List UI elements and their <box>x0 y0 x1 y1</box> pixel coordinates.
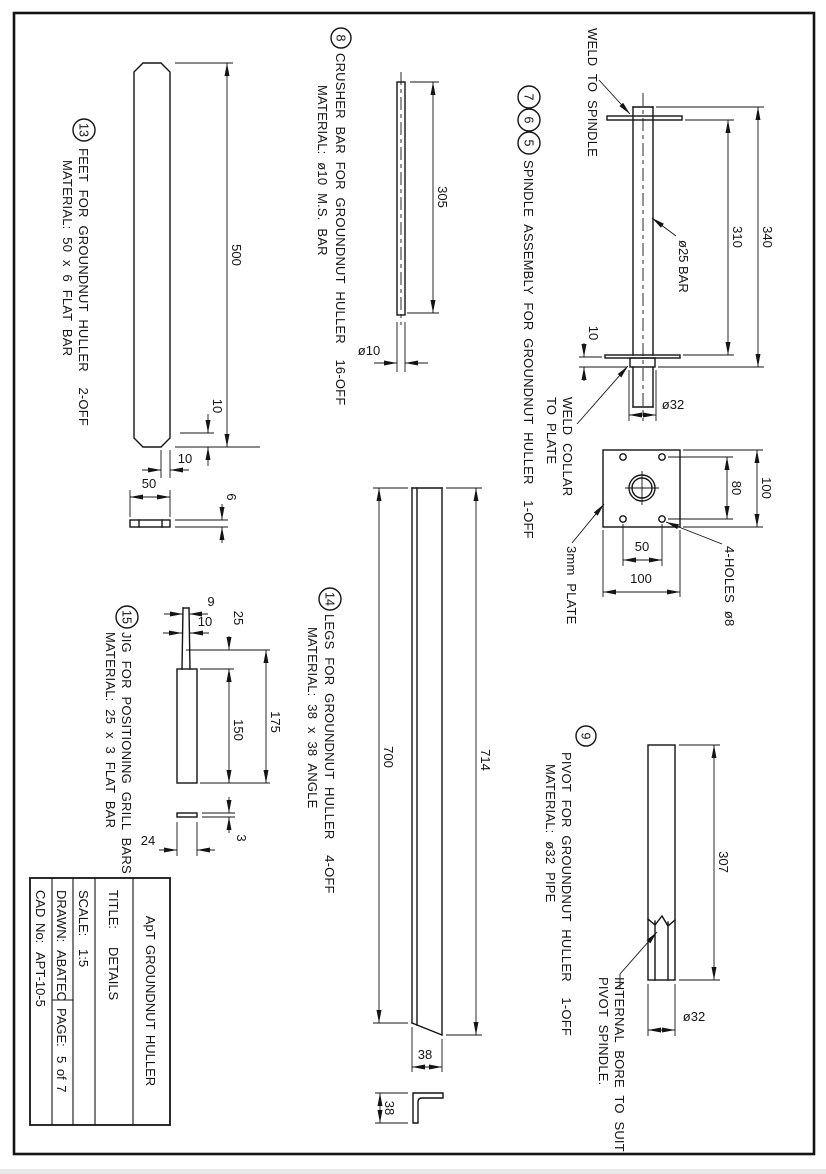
spindle-flange-left <box>607 116 682 120</box>
company-name: ApT GROUNDNUT HULLER <box>143 915 158 1087</box>
svg-text:ø32: ø32 <box>682 1009 706 1024</box>
note-weld-collar-2: TO PLATE <box>544 397 559 465</box>
dim-10-tip <box>163 614 212 633</box>
jig-section <box>177 813 197 817</box>
balloon-14-number: 14 <box>322 592 337 606</box>
dim-305 <box>407 82 450 313</box>
svg-text:500: 500 <box>229 244 244 266</box>
svg-text:305: 305 <box>435 186 450 208</box>
dim-714 <box>446 488 493 1035</box>
svg-text:38: 38 <box>382 1100 397 1116</box>
dim-340 <box>656 107 775 367</box>
part-base-plate <box>564 450 774 626</box>
label-bar: ø25 BAR <box>676 240 691 293</box>
legs-mitre-cut <box>412 1023 442 1035</box>
svg-text:24: 24 <box>140 833 156 848</box>
svg-text:307: 307 <box>716 851 731 873</box>
svg-text:80: 80 <box>729 480 744 496</box>
part-material: MATERIAL: ø32 PIPE <box>543 764 558 903</box>
svg-text:10: 10 <box>586 325 601 341</box>
svg-text:10: 10 <box>210 398 225 414</box>
svg-text:3: 3 <box>234 834 249 842</box>
title-block <box>30 878 170 1125</box>
svg-text:50: 50 <box>634 539 650 554</box>
drawn-value: ABATEC <box>54 950 69 1002</box>
note-holes: 4-HOLES ø8 <box>722 546 737 627</box>
dim-25 <box>229 611 246 683</box>
dim-50 <box>130 476 170 517</box>
svg-text:50: 50 <box>141 476 157 491</box>
balloon-7-number: 7 <box>521 93 536 101</box>
balloon-8-number: 8 <box>333 34 348 42</box>
dim-3 <box>202 797 249 842</box>
svg-text:150: 150 <box>231 719 246 741</box>
pivot-pipe <box>648 745 675 980</box>
note-bore-2: PIVOT SPINDLE. <box>596 977 611 1086</box>
dim-100-height <box>683 450 774 527</box>
part-title: JIG FOR POSITIONING GRILL BARS <box>119 632 134 874</box>
balloon-6-number: 6 <box>521 116 536 124</box>
svg-text:ø32: ø32 <box>661 397 685 412</box>
svg-text:340: 340 <box>760 226 775 248</box>
part-title: SPINDLE ASSEMBLY FOR GROUNDNUT HULLER 1-OFF <box>521 160 536 539</box>
svg-text:700: 700 <box>381 746 396 768</box>
part-spindle-assembly <box>518 28 775 539</box>
dim-chamfer-10b <box>142 450 192 478</box>
part-jig <box>103 594 283 874</box>
title-label: TITLE: <box>106 890 121 930</box>
dim-38-section <box>375 1093 408 1123</box>
note-bore-1: INTERNAL BORE TO SUIT <box>612 977 627 1152</box>
leader-bar <box>652 218 676 236</box>
dim-10-collar <box>579 326 627 381</box>
dim-150 <box>200 669 270 783</box>
part-pivot <box>543 726 731 1152</box>
svg-text:714: 714 <box>478 749 493 771</box>
scale-value: 1:5 <box>76 949 91 968</box>
svg-text:9: 9 <box>207 594 215 609</box>
leader-holes <box>666 522 722 544</box>
plate-hole <box>620 516 626 522</box>
dim-6 <box>175 493 239 543</box>
balloon-13-number: 13 <box>76 123 91 137</box>
svg-text:10: 10 <box>197 614 213 629</box>
plate-hole <box>659 516 665 522</box>
balloon-15-number: 15 <box>119 610 134 624</box>
part-material: MATERIAL: 38 x 38 ANGLE <box>305 627 320 809</box>
part-feet <box>60 63 260 543</box>
svg-text:6: 6 <box>224 493 239 501</box>
svg-text:38: 38 <box>417 1047 433 1062</box>
part-crusher-bar <box>315 28 450 405</box>
pivot-break-line <box>648 916 675 926</box>
part-legs <box>305 488 493 1123</box>
dim-24 <box>141 822 215 856</box>
part-material: MATERIAL: ø10 M.S. BAR <box>315 85 330 256</box>
part-material: MATERIAL: 25 x 3 FLAT BAR <box>103 632 118 829</box>
legs-section <box>413 1093 443 1123</box>
dim-700 <box>373 488 408 1023</box>
feet-section <box>130 520 170 527</box>
feet-bar-outline <box>134 63 170 447</box>
svg-text:10: 10 <box>177 451 193 466</box>
drawn-label: DRAWN: <box>54 890 69 943</box>
page-label: PAGE: <box>54 1008 69 1047</box>
page-value: 5 of 7 <box>54 1056 69 1093</box>
dim-dia32-pivot <box>648 984 705 1036</box>
svg-text:ø10: ø10 <box>357 343 381 358</box>
leader-weld-collar <box>577 366 628 424</box>
dim-dia32-collar <box>629 370 684 421</box>
balloon-9-number: 9 <box>578 732 593 740</box>
part-title: PIVOT FOR GROUNDNUT HULLER 1-OFF <box>559 752 574 1036</box>
cad-no-value: APT-10-5 <box>33 952 48 1007</box>
plate-outline <box>603 450 680 527</box>
balloon-5-number: 5 <box>521 139 536 147</box>
scale-label: SCALE: <box>76 890 91 937</box>
plate-hole <box>620 454 626 460</box>
note-weld-collar-1: WELD COLLAR <box>560 397 575 497</box>
leader-plate <box>572 504 604 543</box>
svg-text:175: 175 <box>268 711 283 733</box>
part-title: CRUSHER BAR FOR GROUNDNUT HULLER 16-OFF <box>333 53 348 406</box>
svg-text:100: 100 <box>630 571 652 586</box>
dim-50-holes <box>623 524 662 566</box>
cad-no-label: CAD No: <box>33 890 48 944</box>
leader-weld-to-spindle <box>599 80 630 114</box>
dim-dia10 <box>358 322 428 372</box>
svg-text:100: 100 <box>759 477 774 499</box>
spindle-collar <box>630 358 655 367</box>
dim-500 <box>175 63 260 447</box>
svg-text:25: 25 <box>231 610 246 626</box>
note-plate: 3mm PLATE <box>564 546 579 625</box>
part-material: MATERIAL: 50 x 6 FLAT BAR <box>60 160 75 357</box>
dim-307 <box>679 745 731 980</box>
dim-310 <box>683 120 745 355</box>
svg-text:310: 310 <box>730 226 745 248</box>
drawing-title: DETAILS <box>106 947 121 1001</box>
part-title: LEGS FOR GROUNDNUT HULLER 4-OFF <box>322 614 337 894</box>
note-weld-to-spindle: WELD TO SPINDLE <box>585 28 600 157</box>
plate-hole <box>659 454 665 460</box>
jig-body <box>177 669 197 783</box>
part-title: FEET FOR GROUNDNUT HULLER 2-OFF <box>76 148 91 426</box>
dim-175 <box>266 650 283 783</box>
